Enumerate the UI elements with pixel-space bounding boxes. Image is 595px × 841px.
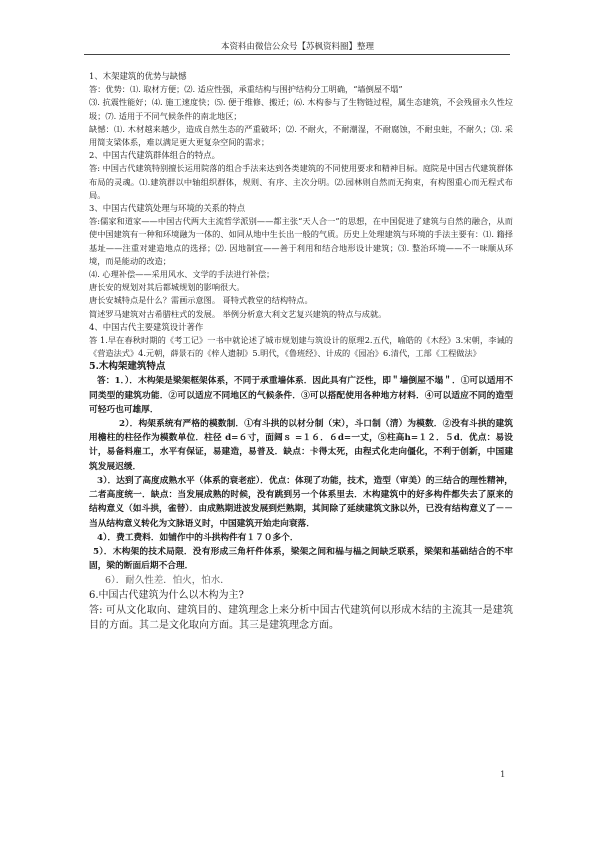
section-3-paragraph: 唐长安的规划对其后都城规划的影响很大。: [89, 282, 245, 293]
section-1-paragraph: 答：优势：⑴. 取材方便；⑵. 适应性强，承重结构与围护结构分工明确，“墙倒屋不塌”: [89, 84, 403, 95]
section-6-paragraph: 答: 可从文化取向、建筑目的、建筑理念上来分析中国古代建筑何以形成木结的主流其一是建筑目的方面。其二是文化取向方面。其三是建筑理念方面。: [89, 605, 513, 632]
section-3-paragraph: 答:儒家和道家——中国古代两大主流哲学派别——都主张“天人合一”的思想，在中国促进了建筑与自然的融合，从而使中国建筑有一种和环境融为一体的、如同从地中生长出一般的气质。历史上处理建筑与环境的手法主要有：⑴. 籍择基址——注重对建造地点的选择；⑵. 因地制宜——善于利用和结合地形设计建筑；⑶. 整治环境——不一味顺从环境，而是能动的改造；: [89, 216, 513, 266]
section-3-paragraph: ⑷. 心理补偿——采用风水、文学的手法进行补偿；: [89, 269, 275, 280]
section-3-paragraph: 简述罗马建筑对古希腊柱式的发展。 举例分析意大利文艺复兴建筑的特点与成就。: [89, 308, 387, 319]
document-body: [89, 70, 513, 633]
section-3-title: 3、中国古代建筑处理与环境的关系的特点: [89, 203, 246, 214]
section-1-paragraph: 缺憾：⑴. 木材越来越少，造成自然生态的严重破坏；⑵. 不耐火，不耐潮湿，不耐腐蚀，不耐虫蛀，不耐久；⑶. 采用简支梁体系，难以满足更大更复杂空间的需求；: [89, 123, 513, 148]
section-1-title: 1、木架建筑的优势与缺憾: [89, 71, 187, 81]
header-rule: [84, 54, 510, 55]
section-3-paragraph: 唐长安城特点是什么？需画示意图。 哥特式教堂的结构特点。: [89, 295, 313, 306]
section-5-paragraph: 答：1．）．木构架是梁架框架体系，不同于承重墙体系．因此具有广泛性，即＂墙倒屋不塌＂．①可以适用不同类型的建筑功能．②可以适应不同地区的气候条件．③可以搭配使用各种地方材料．④可以适应不同的造型可轻巧也可雄厚．: [89, 376, 513, 415]
section-5-paragraph: 3）．达到了高度成熟水平（体系的衰老症）．优点：体现了功能，技术，造型（审美）的三结合的理性精神，二者高度统一．缺点：当发展成熟的时候，没有跳到另一个体系里去．木构建筑中的好多构件都失去了原来的结构意义（如斗拱，雀替）．由成熟期进波发展到烂熟期，其间除了延续建筑文脉以外，已没有结构意义了－－当从结构意义转化为文脉语义时，中国建筑开始走向衰落．: [89, 475, 513, 529]
section-4-paragraph: 答 1.早在春秋时期的《考工记》一书中就论述了城市规划建与筑设计的原理2.五代，喻皓的《木经》3.宋朝，李诫的《营造法式》4.元朝，薛景石的《梓人遗制》5.明代，《鲁班经》、计成的《园冶》6.清代，工部《工程做法》: [89, 335, 513, 359]
page-header: 本资料由微信公众号【苏枫资料圈】整理: [220, 42, 374, 52]
section-4-title: 4、中国古代主要建筑设计著作: [89, 321, 204, 332]
section-1-paragraph: ⑶. 抗震性能好；⑷. 施工速度快；⑸. 便于维修、搬迁；⑹. 木构参与了生物链过程，属生态建筑，不会残留永久性垃圾；⑺. 适用于不同气候条件的南北地区；: [89, 97, 513, 121]
section-5-title: 5.木构架建筑特点: [89, 361, 166, 373]
section-5-paragraph: 2）．构架系统有严格的模数制．①有斗拱的以材分制（宋），斗口制（清）为模数．②没有斗拱的建筑用檐柱的柱径作为模数单位．柱径 d=６寸，面阔ｓ =１６．６d=一丈，⑤柱高h=１２．５d．优点：易设计，易备料雇工，水平有保证，易建造，易普及．缺点：卡得太死，由程式化走向僵化，不利于创新，中国建筑发展迟缓．: [89, 419, 513, 472]
section-2-paragraph: 答: 中国古代建筑特别擅长运用院落的组合手法来达到各类建筑的不同使用要求和精神目标。庭院是中国古代建筑群体布局的灵魂。⑴.建筑群以中轴组织群体，规则、有序、主次分明。⑵.园林则自然而无拘束，有构图重心而无程式布局。: [89, 163, 513, 200]
section-2-title: 2、中国古代建筑群体组合的特点。: [89, 150, 220, 161]
section-6-title: 6.中国古代建筑为什么以木构为主?: [89, 590, 244, 602]
section-5-paragraph: 5）．木构架的技术局限．没有形成三角杆件体系，梁架之间和榀与榀之间缺乏联系，梁架和基础结合的不牢固，梁的断面后期不合理．: [89, 546, 513, 572]
section-5-paragraph: 6）．耐久性差．怕火，怕水．: [105, 575, 230, 587]
page-number: 1: [500, 770, 506, 780]
section-5-paragraph: 4）．费工费料．如铺作中的斗拱构件有１７０多个．: [97, 532, 299, 543]
